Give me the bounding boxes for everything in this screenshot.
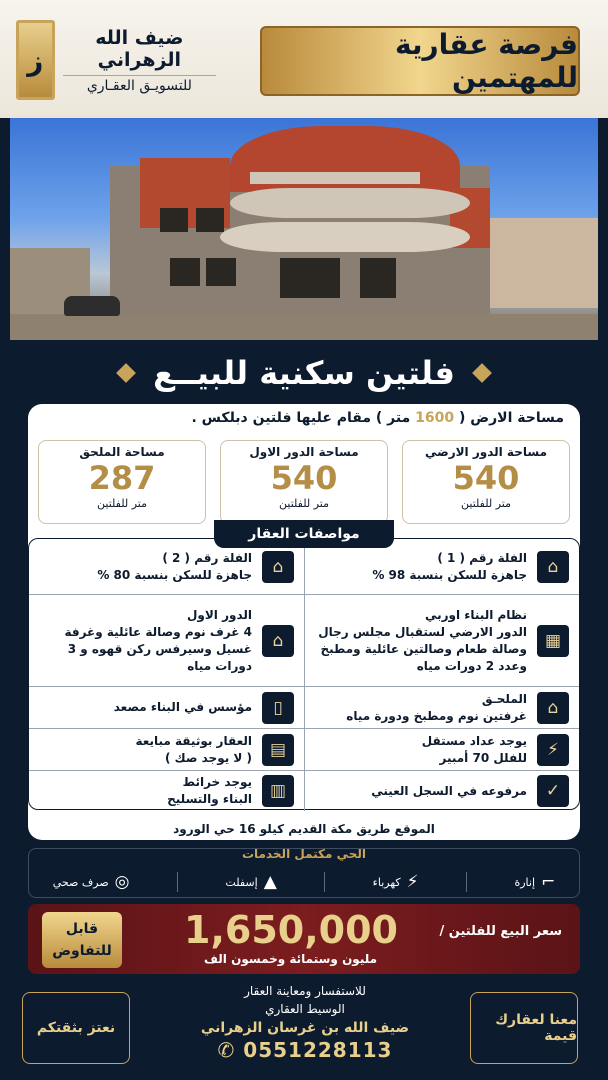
spec-construction: ▦ نظام البناء اوربي الدور الارضي لستقبال مجلس رجال وصالة طعام وصالتين عائلية ومطبخ وعدد 2 دورات مياه [304, 595, 579, 687]
stat-first-floor: مساحة الدور الاول 540 متر للفلتين [220, 440, 388, 524]
sewage-icon: ◎ [114, 872, 130, 892]
spec-deed: ▤ العقار بوثيقة مبايعة ( لا يوجد صك ) [29, 729, 304, 771]
streetlight-icon: ⌐ [541, 872, 556, 892]
price-panel [28, 904, 580, 974]
house-icon: ⌂ [262, 551, 294, 583]
lightning-icon: ⚡ [406, 872, 419, 892]
broker-name: ضيف الله بن غرسان الزهراني [200, 1020, 410, 1036]
logo-mark-icon: ز [16, 20, 55, 100]
spec-header: مواصفات العقار [214, 520, 394, 548]
land-area-value: 1600 [415, 410, 455, 426]
blueprint-icon: ▥ [262, 775, 294, 807]
footer-slogan: معنا لعقارك قيمة [470, 992, 578, 1064]
land-area-line: مساحة الارض ( 1600 متر ) مقام عليها فلتين دبلكس . [191, 410, 564, 426]
building-icon: ▦ [537, 625, 569, 657]
logo-name: ضيف الله الزهراني [95, 26, 184, 71]
title-strip [10, 348, 598, 398]
diamond-icon [472, 363, 492, 383]
floor-icon: ⌂ [262, 625, 294, 657]
service-electricity: ⚡ كهرباء [372, 872, 419, 892]
spec-villa-1: ⌂ الفلة رقم ( 1 ) جاهزة للسكن بنسبة 98 % [304, 539, 579, 595]
services-title: الحي مكتمل الخدمات [241, 847, 367, 861]
spec-villa-2: ⌂ الفلة رقم ( 2 ) جاهزة للسكن بنسبة 80 % [29, 539, 304, 595]
phone-number[interactable]: ✆ 0551228113 [217, 1038, 393, 1062]
negotiable-badge: قابل للتفاوض [42, 912, 122, 968]
area-stats [38, 440, 570, 524]
header [0, 0, 608, 118]
spec-grid [28, 538, 580, 810]
logo [16, 18, 216, 102]
property-photo [10, 118, 598, 340]
spec-registry: ✓ مرفوعه في السجل العيني [304, 771, 579, 811]
stat-annex: مساحة الملحق 287 متر للفلتين [38, 440, 206, 524]
services-panel [28, 848, 580, 898]
service-lighting: ⌐ إنارة [514, 872, 556, 892]
spec-elevator: ▯ مؤسس في البناء مصعد [29, 687, 304, 729]
service-sewage: ◎ صرف صحي [52, 872, 130, 892]
footer-trust: نعتز بثقتكم [22, 992, 130, 1064]
details-card [28, 404, 580, 840]
stat-ground-floor: مساحة الدور الارضي 540 متر للفلتين [402, 440, 570, 524]
clipboard-icon: ✓ [537, 775, 569, 807]
spec-annex: ⌂ الملحـق غرفتين نوم ومطبخ ودورة مياه [304, 687, 579, 729]
price-label: سعر البيع للفلتين / [439, 924, 562, 939]
spec-meter: ⚡ يوجد عداد مستقل للفلل 70 أمبير [304, 729, 579, 771]
spec-first-floor: ⌂ الدور الاول 4 غرف نوم وصالة عائلية وغرفة غسيل وسيرفس ركن قهوه و 3 دورات مياه [29, 595, 304, 687]
contact-line2: الوسيط العقاري [265, 1002, 345, 1016]
page-title: فلتين سكنية للبيــع [153, 354, 455, 392]
headline-text: فرصة عقارية للمهتمين [395, 28, 578, 94]
road-icon: ▲ [263, 872, 277, 892]
diamond-icon [116, 363, 136, 383]
price-value: 1,650,000 [184, 908, 398, 952]
phone-icon: ✆ [217, 1038, 244, 1062]
house-icon: ⌂ [537, 551, 569, 583]
price-words: مليون وستمائة وخمسون الف [204, 952, 378, 966]
contact-block [190, 982, 420, 1062]
logo-tagline: للتسويـق العقـاري [63, 75, 216, 94]
headline-banner [260, 26, 580, 96]
document-icon: ▤ [262, 734, 294, 766]
electric-icon: ⚡ [537, 734, 569, 766]
annex-icon: ⌂ [537, 692, 569, 724]
spec-blueprints: ▥ يوجد خرائط البناء والتسليح [29, 771, 304, 811]
elevator-icon: ▯ [262, 692, 294, 724]
contact-line1: للاستفسار ومعاينة العقار [244, 984, 366, 998]
location-line: الموقع طريق مكة القديم كيلو 16 حي الورود [173, 822, 435, 836]
service-asphalt: ▲ إسفلت [225, 872, 277, 892]
